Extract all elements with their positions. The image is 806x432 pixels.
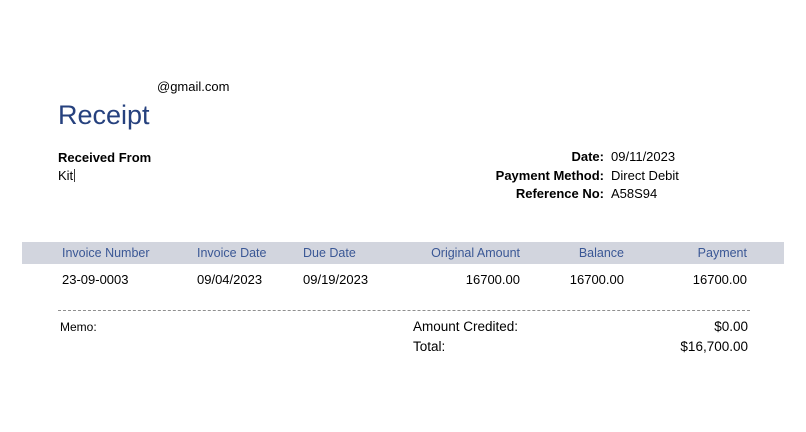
cell-balance[interactable]: 16700.00 xyxy=(569,272,624,287)
invoice-table xyxy=(22,242,784,287)
total-value: $16,700.00 xyxy=(680,339,748,354)
reference-no-label: Reference No: xyxy=(515,186,604,201)
cell-invoice-number[interactable]: 23-09-0003 xyxy=(62,272,129,287)
date-label: Date: xyxy=(571,149,604,164)
dashed-divider xyxy=(58,310,750,311)
header-balance: Balance xyxy=(578,246,624,260)
cell-invoice-date[interactable]: 09/04/2023 xyxy=(197,272,263,287)
account-email: @gmail.com xyxy=(157,79,230,94)
date-value[interactable]: 09/11/2023 xyxy=(611,149,676,164)
total-label: Total: xyxy=(413,339,446,354)
header-due-date: Due Date xyxy=(303,246,356,260)
payment-method-label: Payment Method: xyxy=(495,167,604,183)
page-title: Receipt xyxy=(58,100,150,130)
received-from-label: Received From xyxy=(58,150,152,165)
payment-method-value[interactable]: Direct Debit xyxy=(611,167,679,183)
cell-original-amount[interactable]: 16700.00 xyxy=(465,272,520,287)
cell-payment[interactable]: 16700.00 xyxy=(692,272,747,287)
memo-label: Memo: xyxy=(60,320,97,334)
amount-credited-label: Amount Credited: xyxy=(413,319,519,334)
header-original-amount: Original Amount xyxy=(431,246,520,260)
header-payment: Payment xyxy=(697,246,747,260)
reference-no-value[interactable]: A58S94 xyxy=(611,186,658,201)
amount-credited-value: $0.00 xyxy=(714,319,748,334)
received-from-value[interactable]: Kit xyxy=(58,168,74,183)
table-row[interactable] xyxy=(22,264,784,287)
header-invoice-number: Invoice Number xyxy=(62,246,150,260)
received-from-field[interactable] xyxy=(58,167,151,185)
header-invoice-date: Invoice Date xyxy=(197,246,267,260)
received-from-section xyxy=(58,149,151,185)
summary-section xyxy=(413,317,748,357)
cell-due-date[interactable]: 09/19/2023 xyxy=(303,272,369,287)
text-cursor xyxy=(74,169,75,182)
receipt-details xyxy=(440,148,679,204)
table-header-row xyxy=(22,242,784,264)
